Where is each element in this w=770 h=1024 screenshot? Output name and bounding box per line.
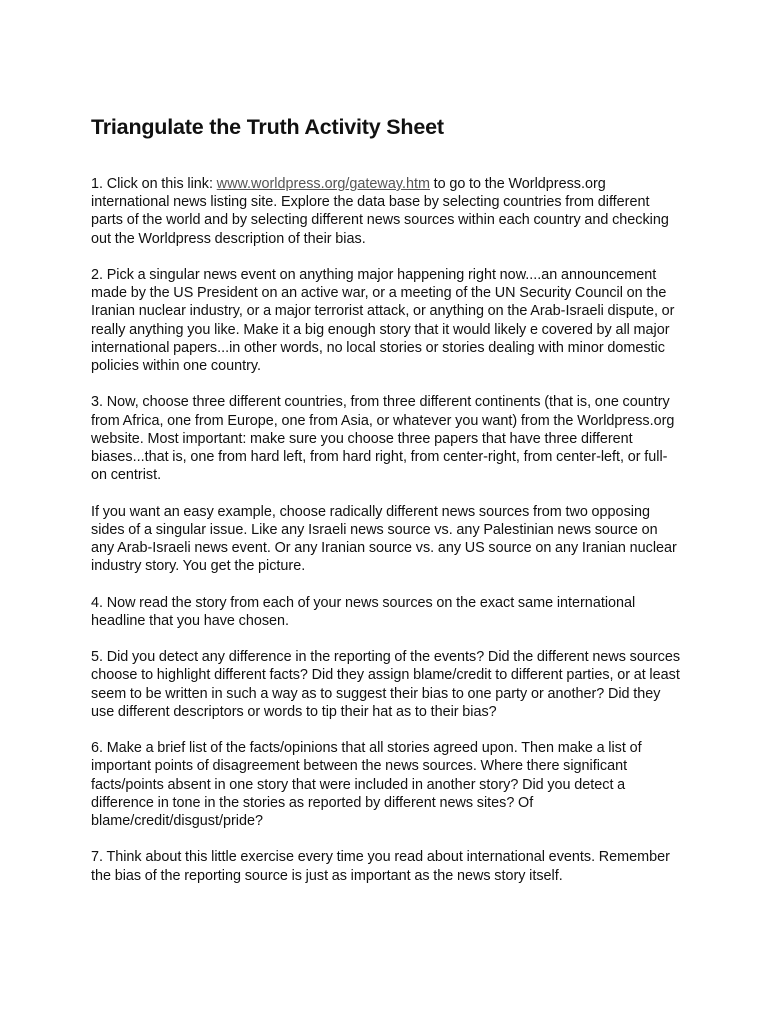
page-title: Triangulate the Truth Activity Sheet (91, 115, 444, 139)
step-3-paragraph: 3. Now, choose three different countries, from three different continents (that is, one country from Africa, one from Europe, one from Asia, or whatever you want) from the Worldpress.org website. Most important: make sure you choose three papers that have three different biases...that is, one from hard left, from hard right, from center-right, from center-left, or full-on centrist. (91, 394, 675, 484)
easy-example-paragraph: If you want an easy example, choose radically different news sources from two opposing sides of a singular issue. Like any Israeli news source vs. any Palestinian news source on any Arab-Israeli news event. Or any Iranian source vs. any US source on any Iranian nuclear industry story. You get the picture. (91, 503, 677, 575)
step-1-text-before-link: 1. Click on this link: (91, 176, 217, 192)
step-6-paragraph: 6. Make a brief list of the facts/opinions that all stories agreed upon. Then make a list of important points of disagreement between the news sources. Where there significant facts/points absent in one story that were included in another story? Did you detect a difference in tone in the stories as reported by different news sites? Of blame/credit/disgust/pride? (91, 740, 642, 830)
worldpress-gateway-link[interactable]: www.worldpress.org/gateway.htm (216, 176, 430, 192)
step-5-paragraph: 5. Did you detect any difference in the reporting of the events? Did the different news sources choose to highlight different facts? Did they assign blame/credit to different parties, or at least seem to be written in such a way as to suggest their bias to one party or another? Did they use different descriptors or words to tip their hat as to their bias? (91, 649, 681, 720)
document-body (91, 113, 681, 903)
step-7-paragraph: 7. Think about this little exercise every time you read about international events. Remember the bias of the reporting source is just as important as the news story itself. (91, 849, 670, 884)
step-1-text-after-link: to go to the Worldpress.org international news listing site. Explore the data base by selecting countries from different parts of the world and by selecting different news sources within each country and checking out the Worldpress description of their bias. (91, 176, 669, 247)
step-1-paragraph (91, 175, 681, 248)
step-4-paragraph: 4. Now read the story from each of your news sources on the exact same international headline that you have chosen. (91, 594, 636, 629)
step-2-paragraph: 2. Pick a singular news event on anything major happening right now....an announcement made by the US President on an active war, or a meeting of the UN Security Council on the Iranian nuclear industry, or a major terrorist attack, or anything on the Arab-Israeli dispute, or really anything you like. Make it a big enough story that it would likely e covered by all major international papers...in other words, no local stories or stories dealing with minor domestic policies within one country. (91, 267, 675, 375)
